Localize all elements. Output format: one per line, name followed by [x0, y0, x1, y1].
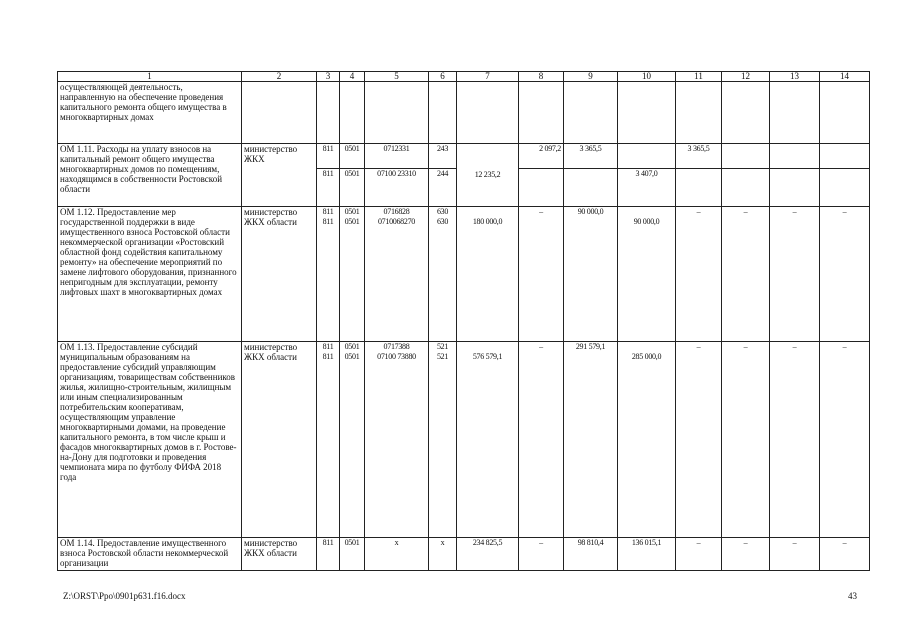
amount-year-2: 98 810,4 — [564, 538, 618, 571]
amount-year-2: 90 000,0 — [564, 207, 618, 342]
amount-year-1: – — [519, 538, 564, 571]
amount-year-5: – — [722, 538, 770, 571]
code-csr: х — [365, 538, 429, 571]
code-vr: 521 — [429, 352, 457, 538]
page-number: 43 — [848, 591, 857, 601]
col-header-7: 7 — [457, 72, 519, 82]
executor: министерство ЖКХ области — [242, 341, 317, 538]
code-vr: 630 — [429, 217, 457, 341]
col-header-14: 14 — [820, 72, 870, 82]
amount-total: 576 579,1 — [457, 341, 519, 538]
amount-year-7: – — [820, 341, 870, 538]
amount-year-3: 136 015,1 — [618, 538, 676, 571]
col-header-2: 2 — [242, 72, 317, 82]
col-header-1: 1 — [58, 72, 242, 82]
amount-year-4: – — [676, 538, 722, 571]
col-header-9: 9 — [564, 72, 618, 82]
col-header-5: 5 — [365, 72, 429, 82]
amount-year-2: 291 579,1 — [564, 341, 618, 538]
code-rzpr: 0501 — [340, 169, 365, 207]
amount-total: 180 000,0 — [457, 207, 519, 342]
amount-year-3: 3 407,0 — [618, 169, 676, 207]
code-grbs: 811 — [317, 352, 340, 538]
measure-name: ОМ 1.12. Предоставление мер государственной поддержки в виде имущественного взноса Ростовской области некоммерческой организации «Ростовский областной фонд содействия капитальному ремонту» на обеспечение мероприятий по замене лифтового оборудования, признанного непригодным для эксплуатации, ремонту лифтовых шахт в многоквартирных домах — [58, 207, 242, 342]
code-grbs: 811 — [317, 341, 340, 352]
table-row-om114 — [58, 538, 870, 571]
amount-year-2: 3 365,5 — [564, 144, 618, 169]
col-header-4: 4 — [340, 72, 365, 82]
code-csr: 0717388 — [365, 341, 429, 352]
header-row — [58, 72, 870, 82]
amount-year-1: 2 097,2 — [519, 144, 564, 169]
code-rzpr: 0501 — [340, 341, 365, 352]
code-vr: х — [429, 538, 457, 571]
code-rzpr: 0501 — [340, 538, 365, 571]
code-vr: 244 — [429, 169, 457, 207]
col-header-10: 10 — [618, 72, 676, 82]
code-grbs: 811 — [317, 217, 340, 341]
amount-year-3: 90 000,0 — [618, 207, 676, 342]
table-row-om112 — [58, 207, 870, 218]
table-row-continuation — [58, 82, 870, 144]
budget-table — [57, 71, 870, 571]
amount-year-5: – — [722, 341, 770, 538]
amount-year-4: – — [676, 341, 722, 538]
code-rzpr: 0501 — [340, 217, 365, 341]
measure-name: осуществляющей деятельность, направленную на обеспечение проведения капитального ремонта общего имущества в многоквартирных домах — [58, 82, 242, 144]
code-vr: 630 — [429, 207, 457, 218]
col-header-6: 6 — [429, 72, 457, 82]
code-grbs: 811 — [317, 538, 340, 571]
code-rzpr: 0501 — [340, 144, 365, 169]
col-header-8: 8 — [519, 72, 564, 82]
amount-year-1: – — [519, 207, 564, 342]
amount-year-6: – — [770, 341, 820, 538]
amount-year-6: – — [770, 538, 820, 571]
code-csr: 0710068270 — [365, 217, 429, 341]
code-rzpr: 0501 — [340, 207, 365, 218]
code-grbs: 811 — [317, 144, 340, 169]
amount-year-6: – — [770, 207, 820, 342]
amount-year-7: – — [820, 207, 870, 342]
col-header-11: 11 — [676, 72, 722, 82]
code-csr: 07100 23310 — [365, 169, 429, 207]
measure-name: ОМ 1.13. Предоставление субсидий муниципальным образованиям на предоставление субсидий управляющим организациям, товариществам собственников жилья, жилищно-строительным, жилищным или иным специализированным потребительским кооперативам, осуществляющим управление многоквартирными домами, на проведение капитального ремонта, в том числе крыш и фасадов многоквартирных домов в г. Ростове-на-Дону для подготовки и проведения чемпионата мира по футболу ФИФА 2018 года — [58, 341, 242, 538]
measure-name: ОМ 1.11. Расходы на уплату взносов на капитальный ремонт общего имущества многоквартирных домов по помещениям, находящимся в собственности Ростовской области — [58, 144, 242, 207]
col-header-13: 13 — [770, 72, 820, 82]
code-grbs: 811 — [317, 169, 340, 207]
executor: министерство ЖКХ — [242, 144, 317, 207]
executor: министерство ЖКХ области — [242, 538, 317, 571]
code-rzpr: 0501 — [340, 352, 365, 538]
code-vr: 521 — [429, 341, 457, 352]
amount-year-5: – — [722, 207, 770, 342]
col-header-12: 12 — [722, 72, 770, 82]
file-path: Z:\ORST\Ppo\0901p631.f16.docx — [63, 591, 186, 601]
amount-total: 234 825,5 — [457, 538, 519, 571]
amount-year-1: – — [519, 341, 564, 538]
code-grbs: 811 — [317, 207, 340, 218]
executor: министерство ЖКХ области — [242, 207, 317, 342]
code-csr: 0716828 — [365, 207, 429, 218]
amount-year-3: 285 000,0 — [618, 341, 676, 538]
code-vr: 243 — [429, 144, 457, 169]
amount-total: 12 235,2 — [457, 144, 519, 207]
code-csr: 0712331 — [365, 144, 429, 169]
code-csr: 07100 73880 — [365, 352, 429, 538]
amount-year-4: 3 365,5 — [676, 144, 722, 169]
col-header-3: 3 — [317, 72, 340, 82]
amount-year-7: – — [820, 538, 870, 571]
table-row-om113 — [58, 341, 870, 352]
table-row-om111 — [58, 144, 870, 169]
amount-year-4: – — [676, 207, 722, 342]
measure-name: ОМ 1.14. Предоставление имущественного взноса Ростовской области некоммерческой организации — [58, 538, 242, 571]
